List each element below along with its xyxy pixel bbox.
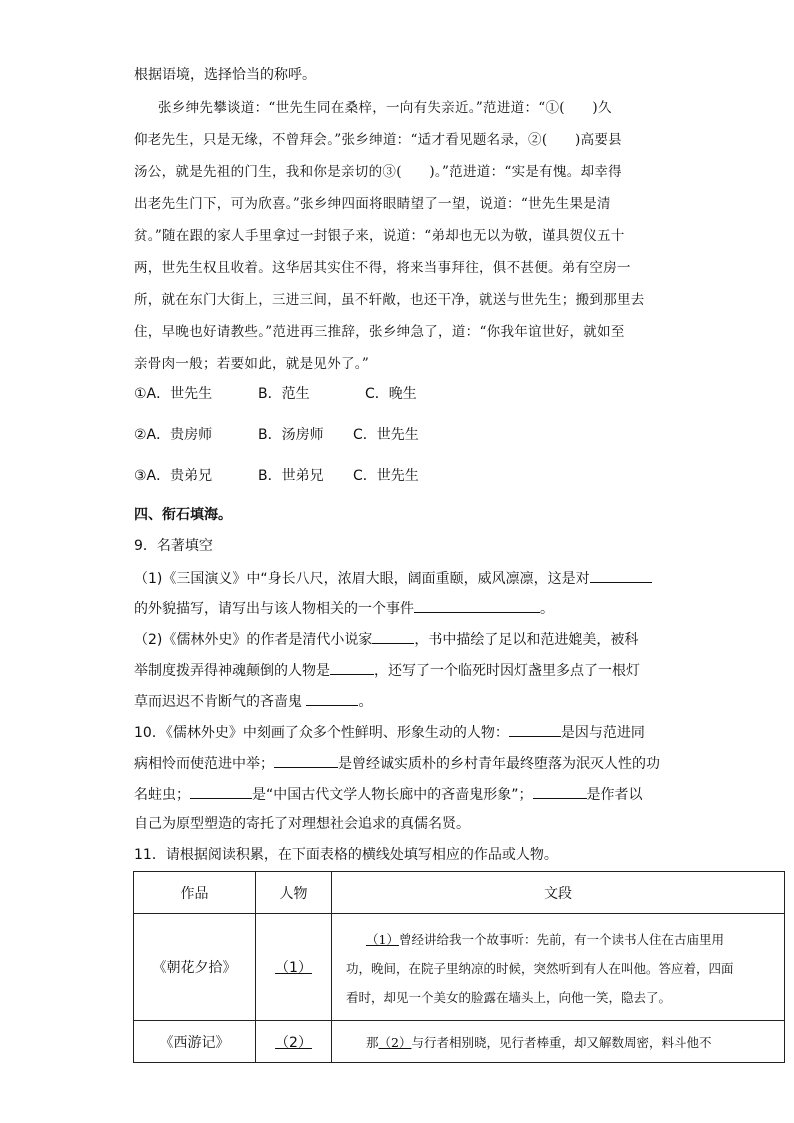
table-header-row xyxy=(134,872,785,914)
q9-line xyxy=(134,690,372,712)
q10-text: 是曾经诚实质朴的乡村青年最终堕落为泯灭人性的功 xyxy=(338,756,660,772)
option-b[interactable]: B．范生 xyxy=(258,386,310,402)
answer-blank[interactable] xyxy=(372,628,414,644)
q9-text: 。 xyxy=(358,694,373,710)
q9-text: 举制度拨弄得神魂颠倒的人物是 xyxy=(134,663,330,679)
answer-blank[interactable]: （1） xyxy=(275,960,312,976)
passage-text xyxy=(332,1024,784,1059)
passage-line: 住，早晚也好请教些。”范进再三推辞，张乡绅急了，道：“你我年谊世好，就如至 xyxy=(134,324,625,340)
header-passage: 文段 xyxy=(332,872,785,914)
answer-blank[interactable] xyxy=(533,783,587,799)
q9-text: （2)《儒林外史》的作者是清代小说家 xyxy=(134,632,373,648)
answer-blank[interactable] xyxy=(414,597,540,613)
q10-line xyxy=(134,721,645,743)
q10-text: 是作者以 xyxy=(586,787,643,803)
q10-text: 名蛀虫； xyxy=(134,787,190,803)
passage-line: 看时，却见一个美女的脸露在墙头上，向他一笑，隐去了。 xyxy=(346,989,672,1005)
option-c[interactable]: C．晚生 xyxy=(365,386,417,402)
q10-text: 病相怜而使范进中举； xyxy=(134,756,274,772)
q10-line xyxy=(134,783,643,805)
passage-line: 那 xyxy=(366,1035,379,1050)
answer-blank[interactable] xyxy=(590,567,652,583)
passage-text xyxy=(332,921,784,1014)
answer-blank[interactable]: （1） xyxy=(366,931,399,947)
option-b[interactable]: B．世弟兄 xyxy=(258,468,324,484)
cell-person[interactable] xyxy=(256,1021,332,1063)
cell-person[interactable] xyxy=(256,914,332,1021)
section-heading: 四、衔石填海。 xyxy=(134,507,232,523)
option-a[interactable]: ③A．贵弟兄 xyxy=(134,468,213,484)
q9-line xyxy=(134,597,554,619)
answer-blank[interactable] xyxy=(274,752,338,768)
passage-line: 贫。”随在跟的家人手里拿过一封银子来，说道：“弟却也无以为敬，谨具贺仪五十 xyxy=(134,228,625,244)
answer-blank[interactable]: （2） xyxy=(275,1034,312,1051)
answer-blank[interactable] xyxy=(330,659,374,675)
passage-line: 曾经讲给我一个故事听：先前，有一个读书人住在古庙里用 xyxy=(398,931,724,947)
q9-text: （1)《三国演义》中“身长八尺，浓眉大眼，阔面重颐，威风凛凛，这是对 xyxy=(134,571,590,587)
passage-line: 出老先生门下，可为欣喜。”张乡绅四面将眼睛望了一望，说道：“世先生果是清 xyxy=(134,196,611,212)
q10-line: 自己为原型塑造的寄托了对理想社会追求的真儒名贤。 xyxy=(134,816,470,832)
q9-line xyxy=(134,567,652,589)
passage-line: 两，世先生权且收着。这华居其实住不得，将来当事拜往，俱不甚便。弟有空房一 xyxy=(134,260,631,276)
q9-line xyxy=(134,659,640,681)
cell-passage xyxy=(332,914,785,1021)
answer-blank[interactable] xyxy=(509,721,561,737)
question-intro: 根据语境，选择恰当的称呼。 xyxy=(134,67,316,83)
q10-text: 10．《儒林外史》中刻画了众多个性鲜明、形象生动的人物： xyxy=(134,725,509,741)
passage-line: 亲骨肉一般；若要如此，就是见外了。” xyxy=(134,356,370,372)
table-row xyxy=(134,1021,785,1063)
passage-line: 功，晚间，在院子里纳凉的时候，突然听到有人在叫他。答应着，四面 xyxy=(346,960,734,976)
q9-text: ，还写了一个临死时因灯盏里多点了一根灯 xyxy=(374,663,640,679)
cell-work: 《朝花夕拾》 xyxy=(134,914,256,1021)
header-work: 作品 xyxy=(134,872,256,914)
q10-line xyxy=(134,752,660,774)
q11-table xyxy=(133,871,785,1063)
cell-passage xyxy=(332,1021,785,1063)
passage-line: 仰老先生，只是无缘，不曾拜会。”张乡绅道：“适才看见题名录，②( )高要县 xyxy=(134,132,622,148)
table-row xyxy=(134,914,785,1021)
q9-text: 的外貌描写，请写出与该人物相关的一个事件 xyxy=(134,601,414,617)
option-c[interactable]: C．世先生 xyxy=(353,468,419,484)
answer-blank[interactable]: （2） xyxy=(378,1035,412,1050)
q11-title: 11．请根据阅读积累，在下面表格的横线处填写相应的作品或人物。 xyxy=(134,847,558,863)
header-person: 人物 xyxy=(256,872,332,914)
q10-text: 是因与范进同 xyxy=(560,725,645,741)
option-a[interactable]: ②A．贵房师 xyxy=(134,427,213,443)
option-c[interactable]: C．世先生 xyxy=(353,427,419,443)
option-b[interactable]: B．汤房师 xyxy=(258,427,324,443)
passage-line: 张乡绅先攀谈道：“世先生同在桑梓，一向有失亲近。”范进道：“①( )久 xyxy=(158,100,612,116)
q9-title: 9．名著填空 xyxy=(134,538,213,554)
q9-text: ，书中描绘了足以和范进媲美，被科 xyxy=(414,632,639,648)
cell-work: 《西游记》 xyxy=(134,1021,256,1063)
passage-line: 与行者相别晓，见行者棒重，却又解数周密，料斗他不 xyxy=(411,1035,712,1050)
q9-text: 草而迟迟不肯断气的吝啬鬼 xyxy=(134,694,307,710)
answer-blank[interactable] xyxy=(306,690,358,706)
q10-text: 是“中国古代文学人物长廊中的吝啬鬼形象”； xyxy=(252,787,533,803)
passage-line: 所，就在东门大街上，三进三间，虽不轩敞，也还干净，就送与世先生；搬到那里去 xyxy=(134,292,645,308)
answer-blank[interactable] xyxy=(190,783,252,799)
q9-line xyxy=(134,628,638,650)
passage-line: 汤公，就是先祖的门生，我和你是亲切的③( )。”范进道：“实是有愧。却幸得 xyxy=(134,164,622,180)
option-a[interactable]: ①A．世先生 xyxy=(134,386,213,402)
q9-text: 。 xyxy=(540,601,554,617)
